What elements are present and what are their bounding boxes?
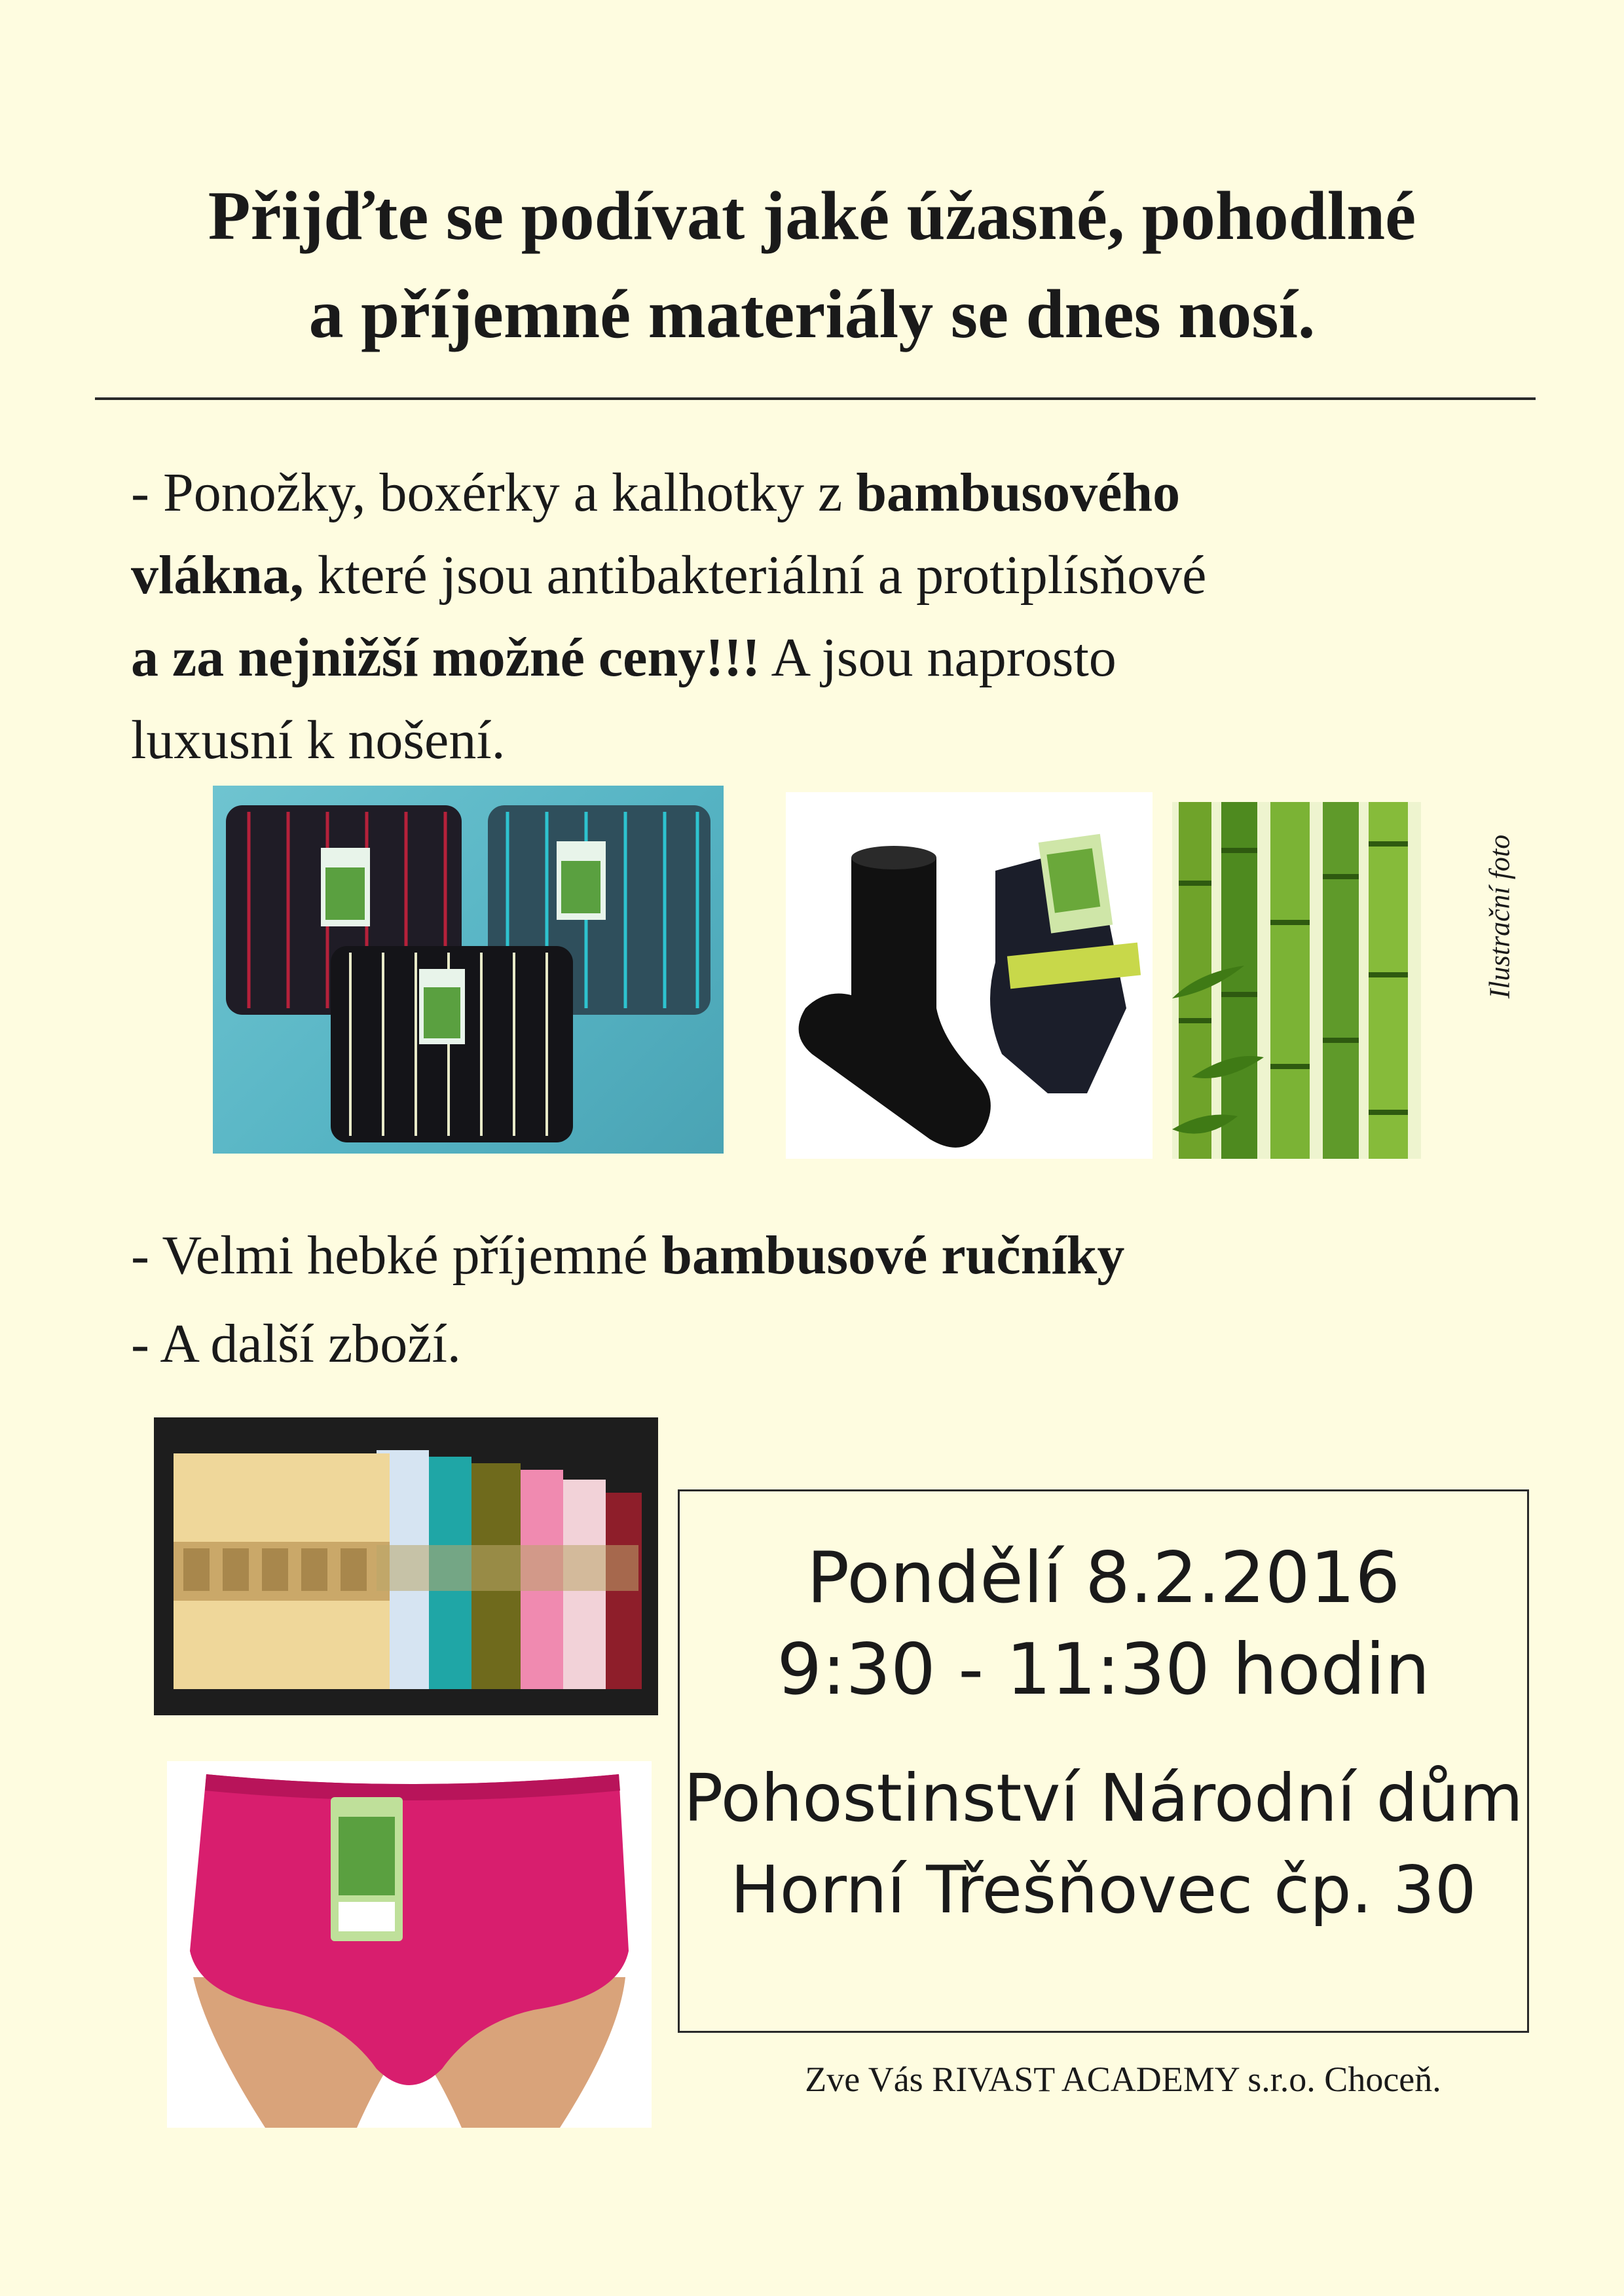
bamboo-plant-photo <box>1172 802 1421 1159</box>
intro-text: - Ponožky, boxérky a kalhotky z <box>131 462 857 523</box>
intro-paragraph <box>131 452 1539 782</box>
intro-bold-text: a za nejnižší možné ceny!!! <box>131 627 761 688</box>
illustration-caption <box>1457 812 1542 1021</box>
intro-line-1 <box>131 452 1539 534</box>
bamboo-briefs-photo <box>167 1761 652 2128</box>
intro-bold-text: bambusového <box>856 462 1181 523</box>
intro-line-3 <box>131 617 1539 699</box>
event-venue: Pohostinství Národní dům <box>684 1760 1523 1836</box>
event-time: 9:30 - 11:30 hodin <box>777 1629 1430 1711</box>
boxer-shorts-photo <box>213 786 724 1154</box>
intro-line-2 <box>131 534 1539 617</box>
event-address: Horní Třešňovec čp. 30 <box>730 1851 1477 1928</box>
headline-line-1: Přijďte se podívat jaké úžasné, pohodlné <box>208 177 1416 254</box>
intro-bold-text: vlákna, <box>131 545 304 606</box>
towels-line <box>131 1214 1124 1297</box>
bamboo-towels-photo <box>154 1417 658 1715</box>
towels-text: - Velmi hebké příjemné <box>131 1225 662 1286</box>
event-info-box <box>678 1489 1529 2033</box>
towels-bold-text: bambusové ručníky <box>661 1225 1125 1286</box>
headline <box>79 167 1545 363</box>
headline-line-2: a příjemné materiály se dnes nosí. <box>308 276 1316 352</box>
divider-rule <box>95 397 1536 400</box>
intro-text: které jsou antibakteriální a protiplísňové <box>303 545 1207 606</box>
intro-text: A jsou naprosto <box>760 627 1116 688</box>
event-date: Pondělí 8.2.2016 <box>806 1537 1401 1619</box>
other-goods-line: - A další zboží. <box>131 1313 461 1374</box>
illustration-caption-text: Ilustrační foto <box>1483 834 1516 999</box>
organizer-footer: Zve Vás RIVAST ACADEMY s.r.o. Choceň. <box>805 2060 1441 2099</box>
intro-line-4: luxusní k nošení. <box>131 710 506 771</box>
bamboo-socks-photo <box>786 792 1153 1159</box>
